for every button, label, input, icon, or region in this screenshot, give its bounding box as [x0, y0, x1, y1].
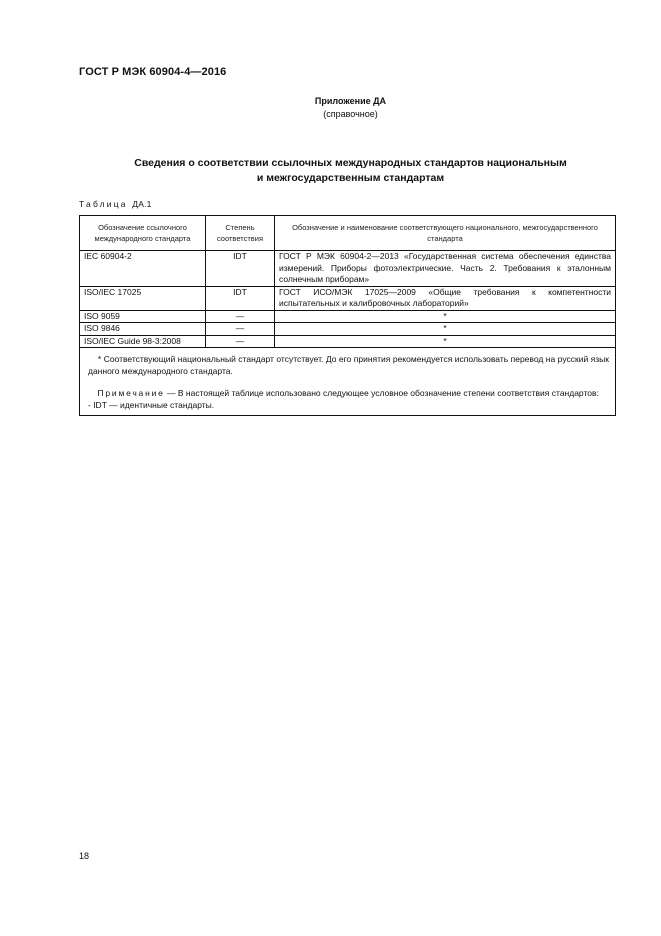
table-label-number: ДА.1: [132, 199, 152, 209]
standard-code: ГОСТ Р МЭК 60904-4—2016: [79, 66, 227, 78]
international-code-cell: ISO/IEC 17025: [80, 286, 206, 310]
column-header-degree: Степень соответствия: [206, 216, 275, 251]
note-text: — В настоящей таблице использовано следующее условное обозначение степени соответствия стандартов:: [164, 388, 599, 398]
national-standard-cell: *: [275, 310, 616, 323]
national-standard-cell: *: [275, 335, 616, 348]
annex-subtitle: (справочное): [323, 109, 378, 119]
column-header-national: Обозначение и наименование соответствующего национального, межгосударственного стандарта: [275, 216, 616, 251]
table-notes-row: [80, 348, 616, 416]
table-label: [79, 199, 152, 209]
table-notes: [80, 348, 616, 416]
degree-cell: IDT: [206, 286, 275, 310]
table-row: [80, 310, 616, 323]
table-row: [80, 286, 616, 310]
national-standard-cell: *: [275, 323, 616, 336]
degree-cell: —: [206, 335, 275, 348]
table-label-prefix: Таблица: [79, 199, 128, 209]
table-row: [80, 323, 616, 336]
national-standard-cell: ГОСТ Р МЭК 60904-2—2013 «Государственная система обеспечения единства измерений. Приборы фотоэлектрические. Часть 2. Требования к эталонным солнечным приборам»: [275, 251, 616, 287]
national-standard-cell: ГОСТ ИСО/МЭК 17025—2009 «Общие требования к компетентности испытательных и калибровочных лабораторий»: [275, 286, 616, 310]
degree-cell: —: [206, 323, 275, 336]
international-code-cell: IEC 60904-2: [80, 251, 206, 287]
footnote-text: * Соответствующий национальный стандарт отсутствует. До его принятия рекомендуется использовать перевод на русский язык данного международного стандарта.: [88, 354, 609, 376]
degree-cell: —: [206, 310, 275, 323]
note-item: - IDT — идентичные стандарты.: [88, 400, 215, 410]
footnote: [88, 353, 609, 377]
annex-heading: [0, 95, 661, 121]
section-title: [0, 156, 661, 186]
standards-table: [79, 215, 616, 416]
international-code-cell: ISO/IEC Guide 98-3:2008: [80, 335, 206, 348]
note: [88, 387, 609, 399]
page-number: 18: [79, 851, 90, 861]
section-title-line-2: и межгосударственным стандартам: [256, 172, 445, 184]
international-code-cell: ISO 9059: [80, 310, 206, 323]
column-header-international: Обозначение ссылочного международного стандарта: [80, 216, 206, 251]
section-title-line-1: Сведения о соответствии ссылочных международных стандартов национальным: [134, 157, 567, 169]
degree-cell: IDT: [206, 251, 275, 287]
international-code-cell: ISO 9846: [80, 323, 206, 336]
table-header-row: [80, 216, 616, 251]
annex-title: Приложение ДА: [314, 96, 387, 106]
table-row: [80, 251, 616, 287]
note-prefix: Примечание: [97, 388, 165, 398]
table-row: [80, 335, 616, 348]
